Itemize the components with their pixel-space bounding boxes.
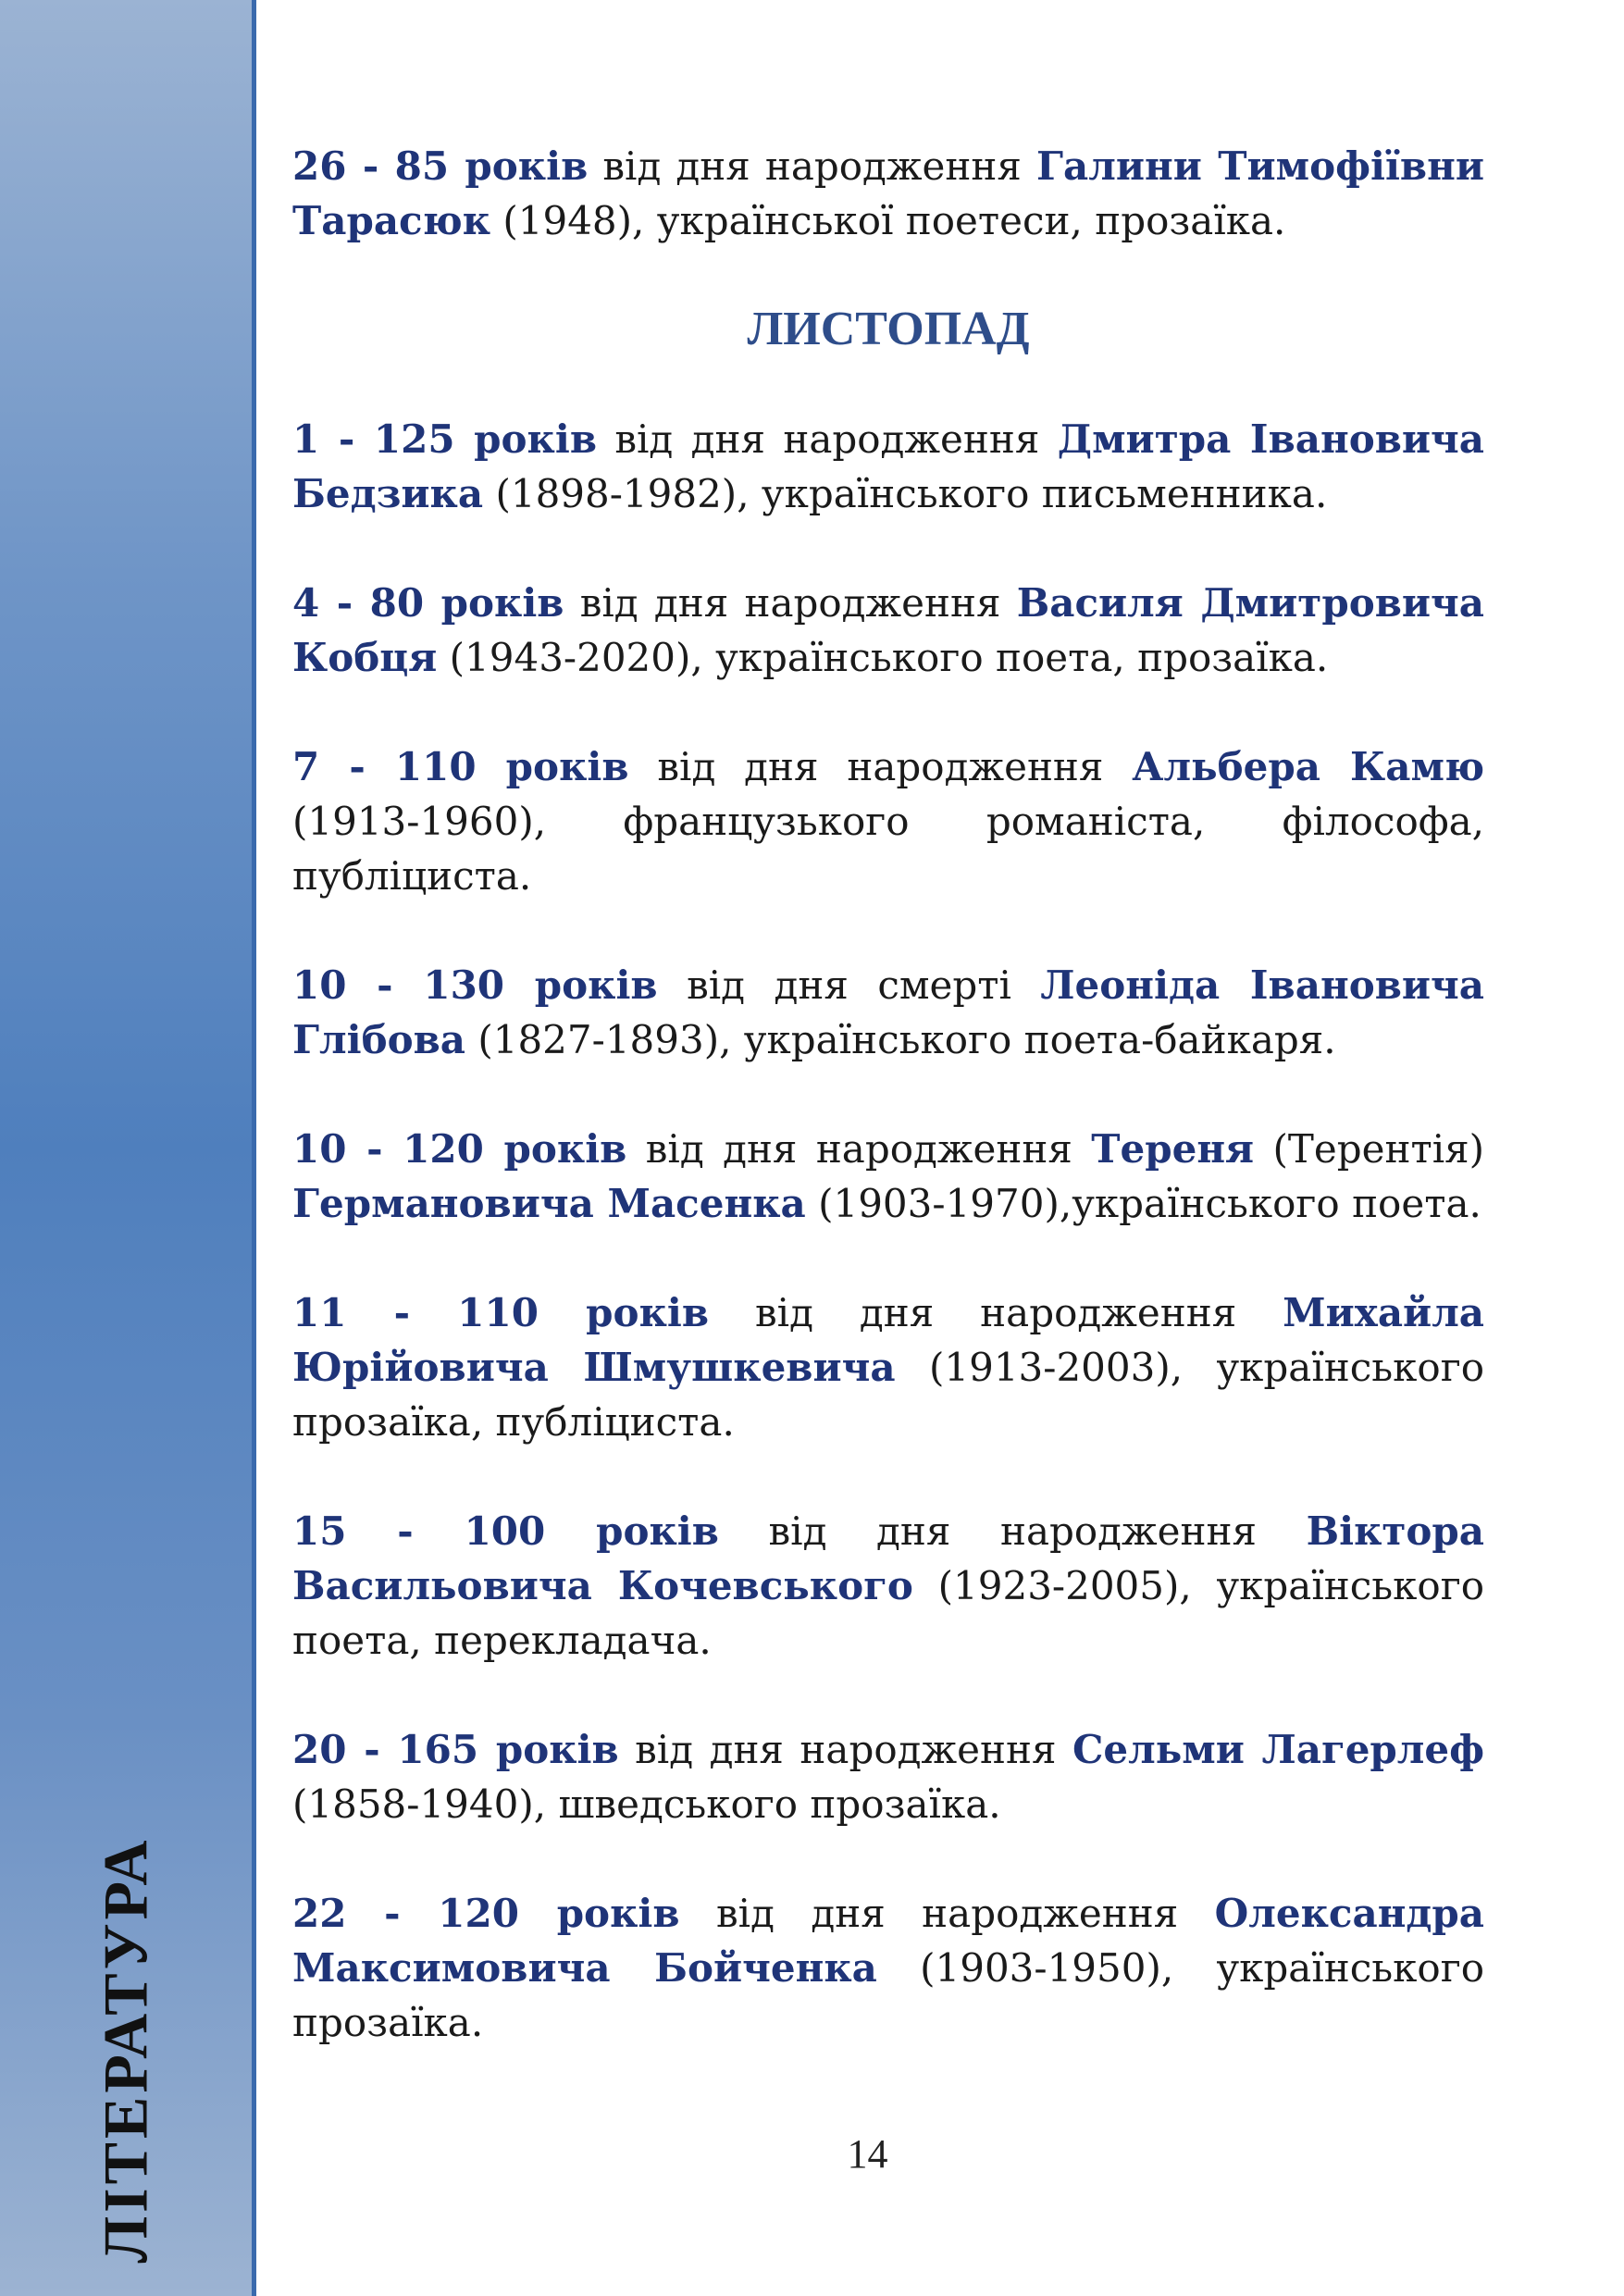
entry-details: (1903-1950), українського прозаїка. <box>292 1945 1484 2045</box>
page-number: 14 <box>847 2131 888 2177</box>
entry-person: Дмитра Івановича Бедзика <box>292 416 1485 516</box>
entry-text: від дня смерті <box>657 962 1041 1008</box>
entry-0 <box>292 139 1484 248</box>
entry-details: (1943-2020), українського поета, прозаїка. <box>437 635 1329 680</box>
entry-details: (1913-1960), французького романіста, філософа, публіциста. <box>292 799 1484 899</box>
entry-4 <box>292 958 1484 1067</box>
page-content <box>292 139 1484 2050</box>
entry-person: Сельми Лагерлеф <box>1072 1727 1485 1772</box>
entry-number: 20 - 165 років <box>292 1727 619 1772</box>
entry-number: 10 - 120 років <box>292 1126 627 1172</box>
entry-text: від дня народження <box>618 1727 1072 1772</box>
entry-1 <box>292 412 1484 521</box>
entry-person: Галини Тимофіївни Тарасюк <box>292 143 1485 243</box>
entry-person: Альбера Камю <box>1132 744 1485 789</box>
entry-text: від дня народження <box>628 744 1133 789</box>
entry-text-2: (Терентія) <box>1254 1126 1485 1172</box>
entry-person: Михайла Юрійовича Шмушкевича <box>292 1290 1485 1390</box>
entry-details: (1898-1982), українського письменника. <box>483 471 1328 516</box>
entry-8 <box>292 1722 1484 1831</box>
section-label: ЛІТЕРАТУРА <box>90 1836 161 2264</box>
entry-number: 15 - 100 років <box>292 1508 719 1554</box>
entry-details: (1948), української поетеси, прозаїка. <box>490 198 1286 243</box>
entry-person: Тереня <box>1091 1126 1255 1172</box>
entry-person: Віктора Васильовича Кочевського <box>292 1508 1485 1608</box>
entry-number: 1 - 125 років <box>292 416 598 462</box>
entry-details: (1913-2003), українського прозаїка, публіциста. <box>292 1345 1484 1445</box>
entry-person: Олександра Максимовича Бойченка <box>292 1891 1485 1991</box>
entry-text: від дня народження <box>564 580 1017 626</box>
entry-7 <box>292 1504 1484 1668</box>
entry-text: від дня народження <box>588 143 1036 189</box>
month-heading: ЛИСТОПАД <box>747 303 1030 355</box>
entry-details: (1827-1893), українського поета-байкаря. <box>465 1017 1336 1062</box>
entry-text: від дня народження <box>718 1508 1307 1554</box>
entry-details: (1903-1970),українського поета. <box>805 1181 1481 1226</box>
entry-text: від дня народження <box>679 1891 1215 1936</box>
side-border <box>252 0 256 2296</box>
entry-number: 7 - 110 років <box>292 744 629 789</box>
entry-person: Леоніда Івановича Глібова <box>292 962 1484 1062</box>
entry-number: 11 - 110 років <box>292 1290 710 1335</box>
entry-number: 22 - 120 років <box>292 1891 680 1936</box>
entry-5 <box>292 1122 1484 1231</box>
entry-3 <box>292 739 1484 903</box>
entry-person: Василя Дмитровича Кобця <box>292 580 1484 680</box>
entry-number: 26 - 85 років <box>292 143 589 189</box>
entry-text: від дня народження <box>597 416 1058 462</box>
entry-number: 4 - 80 років <box>292 580 564 626</box>
entry-2 <box>292 576 1484 685</box>
entry-text: від дня народження <box>709 1290 1283 1335</box>
entry-9 <box>292 1886 1484 2050</box>
entry-details: (1923-2005), українського поета, перекладача. <box>292 1563 1484 1663</box>
entry-6 <box>292 1285 1484 1449</box>
entry-number: 10 - 130 років <box>292 962 658 1008</box>
entry-details: (1858-1940), шведського прозаїка. <box>292 1781 1001 1827</box>
entry-person-2: Германовича Масенка <box>292 1181 806 1226</box>
entry-text: від дня народження <box>626 1126 1092 1172</box>
